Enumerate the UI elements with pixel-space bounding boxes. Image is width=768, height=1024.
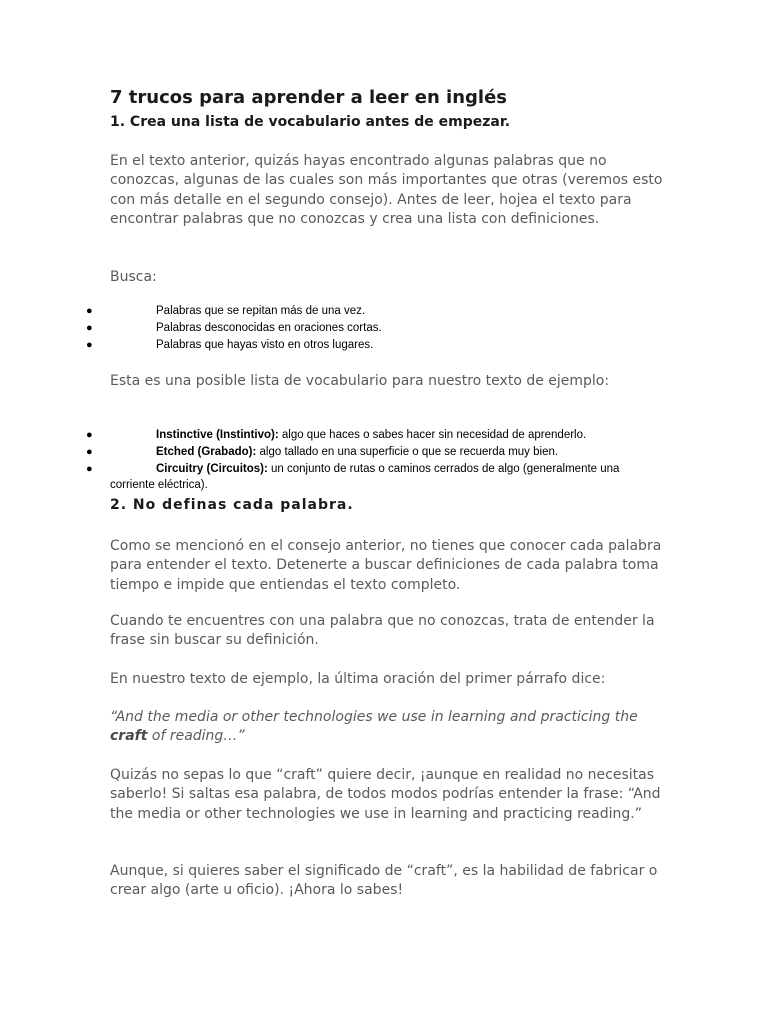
bullet-icon: ● bbox=[86, 446, 93, 458]
section-2-paragraph-5: Aunque, si quieres saber el significado de “craft”, es la habilidad de fabricar o crear algo (arte u oficio). ¡Ahora lo sabes! bbox=[110, 863, 658, 899]
list-item: ● Palabras que hayas visto en otros lugares. bbox=[0, 337, 768, 354]
example-quote: “And the media or other technologies we use in learning and practicing the craft of reading…” bbox=[110, 709, 638, 745]
list-item bbox=[0, 427, 768, 444]
list-item bbox=[0, 461, 768, 493]
vocab-definition: algo que haces o sabes hacer sin necesidad de aprenderlo. bbox=[278, 429, 587, 441]
bullet-icon: ● bbox=[86, 463, 93, 475]
vocab-list bbox=[0, 427, 768, 493]
section-2-paragraph-3: En nuestro texto de ejemplo, la última oración del primer párrafo dice: bbox=[110, 671, 606, 687]
list-item bbox=[0, 444, 768, 461]
vocab-definition: un conjunto de rutas o caminos cerrados de algo (generalmente una corriente eléctrica). bbox=[110, 463, 620, 491]
page-title: 7 trucos para aprender a leer en inglés bbox=[110, 87, 507, 108]
vocab-definition: algo tallado en una superficie o que se recuerda muy bien. bbox=[256, 446, 559, 458]
vocab-term: Instinctive (Instintivo): bbox=[156, 429, 279, 441]
busca-label: Busca: bbox=[110, 269, 157, 285]
list-item: ● Palabras desconocidas en oraciones cortas. bbox=[0, 320, 768, 337]
list-item: ● Palabras que se repitan más de una vez. bbox=[0, 303, 768, 320]
section-2-paragraph-2: Cuando te encuentres con una palabra que no conozcas, trata de entender la frase sin buscar su definición. bbox=[110, 613, 655, 649]
section-2-paragraph-1: Como se mencionó en el consejo anterior, no tienes que conocer cada palabra para entender el texto. Detenerte a buscar definiciones de cada palabra toma tiempo e impide que entiendas el texto completo. bbox=[110, 538, 662, 593]
bullet-icon: ● bbox=[86, 429, 93, 441]
bullet-icon: ● bbox=[86, 339, 93, 351]
vocab-term: Circuitry (Circuitos): bbox=[156, 463, 268, 475]
section-2-heading: 2. No definas cada palabra. bbox=[110, 497, 354, 513]
bullet-icon: ● bbox=[86, 322, 93, 334]
search-list bbox=[0, 303, 768, 354]
highlighted-word: craft bbox=[110, 728, 148, 745]
section-1-heading: 1. Crea una lista de vocabulario antes de empezar. bbox=[110, 114, 511, 130]
section-2-paragraph-4: Quizás no sepas lo que “craft” quiere decir, ¡aunque en realidad no necesitas saberlo! Si saltas esa palabra, de todos modos podrías entender la frase: “And the media or other technologies we use in learning and practicing reading.” bbox=[110, 767, 661, 822]
vocab-intro: Esta es una posible lista de vocabulario para nuestro texto de ejemplo: bbox=[110, 373, 610, 389]
bullet-icon: ● bbox=[86, 305, 93, 317]
vocab-term: Etched (Grabado): bbox=[156, 446, 257, 458]
section-1-intro: En el texto anterior, quizás hayas encontrado algunas palabras que no conozcas, algunas de las cuales son más importantes que otras (veremos esto con más detalle en el segundo consejo). Antes de leer, hojea el texto para encontrar palabras que no conozcas y crea una lista con definiciones. bbox=[110, 153, 663, 227]
